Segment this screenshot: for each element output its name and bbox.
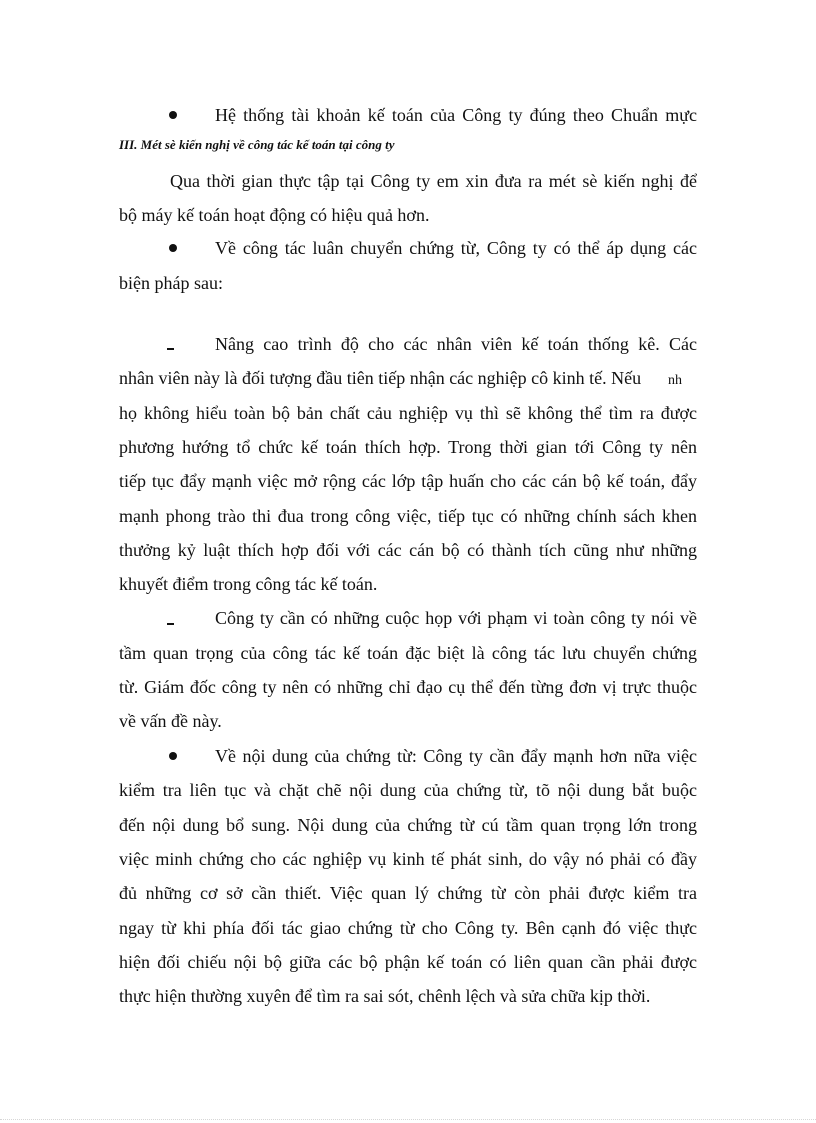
bullet-marker bbox=[169, 244, 177, 252]
dash-item-line: Công ty cần có những cuộc họp với phạm vi toàn công ty nói về bbox=[215, 608, 697, 628]
section-heading: III. Mét sè kiến nghị về công tác kế toán tại công ty bbox=[119, 137, 395, 152]
bullet-marker bbox=[169, 111, 177, 119]
bullet-marker bbox=[169, 752, 177, 760]
dash-item-line: họ không hiểu toàn bộ bản chất cảu nghiệp vụ thì sẽ không thể tìm ra được bbox=[119, 403, 697, 423]
paragraph-line: Qua thời gian thực tập tại Công ty em xin đưa ra mét sè kiến nghị để bbox=[170, 171, 697, 191]
bullet-line: Hệ thống tài khoản kế toán của Công ty đúng theo Chuẩn mực bbox=[215, 105, 697, 125]
dash-item-line: phương hướng tổ chức kế toán thích hợp. Trong thời gian tới Công ty nên bbox=[119, 437, 697, 457]
dash-item-line: Nâng cao trình độ cho các nhân viên kế toán thống kê. Các bbox=[215, 334, 697, 354]
page-bottom-rule bbox=[0, 1119, 816, 1120]
dash-item-line: khuyết điểm trong công tác kế toán. bbox=[119, 574, 378, 594]
dash-item-line: nhân viên này là đối tượng đầu tiên tiếp nhận các nghiệp cô kinh tế. Nếu bbox=[119, 368, 642, 388]
paragraph-line: bộ máy kế toán hoạt động có hiệu quả hơn. bbox=[119, 205, 430, 225]
bullet-line: ngay từ khi phía đối tác giao chứng từ cho Công ty. Bên cạnh đó việc thực bbox=[119, 918, 697, 938]
dash-item-line: về vấn đề này. bbox=[119, 711, 222, 731]
bullet-line: Về công tác luân chuyển chứng từ, Công ty có thể áp dụng các bbox=[215, 238, 697, 258]
bullet-line: hiện đối chiếu nội bộ giữa các bộ phận kế toán có liên quan cần phải được bbox=[119, 952, 697, 972]
bullet-line: biện pháp sau: bbox=[119, 273, 223, 293]
dash-item-line: mạnh phong trào thi đua trong công việc, tiếp tục có những chính sách khen bbox=[119, 506, 697, 526]
dash-item-line: tầm quan trọng của công tác kế toán đặc biệt là công tác lưu chuyển chứng bbox=[119, 643, 697, 663]
dash-item-line: tiếp tục đẩy mạnh việc mở rộng các lớp tập huấn cho các cán bộ kế toán, đẩy bbox=[119, 471, 697, 491]
margin-mark: nh bbox=[668, 373, 682, 388]
bullet-line: việc minh chứng cho các nghiệp vụ kinh tế phát sinh, do vậy nó phải có đầy bbox=[119, 849, 697, 869]
dash-marker bbox=[167, 623, 174, 625]
bullet-line: kiểm tra liên tục và chặt chẽ nội dung của chứng từ, tõ nội dung bắt buộc bbox=[119, 780, 697, 800]
dash-item-line: thưởng kỷ luật thích hợp đối với các cán bộ có thành tích cũng như những bbox=[119, 540, 697, 560]
bullet-line: Về nội dung của chứng từ: Công ty cần đẩy mạnh hơn nữa việc bbox=[215, 746, 697, 766]
bullet-line: đủ những cơ sở cần thiết. Việc quan lý chứng từ còn phải được kiểm tra bbox=[119, 883, 697, 903]
dash-marker bbox=[167, 348, 174, 350]
bullet-line: thực hiện thường xuyên để tìm ra sai sót, chênh lệch và sửa chữa kịp thời. bbox=[119, 986, 651, 1006]
dash-item-line: từ. Giám đốc công ty nên có những chỉ đạo cụ thể đến từng đơn vị trực thuộc bbox=[119, 677, 697, 697]
bullet-line: đến nội dung bổ sung. Nội dung của chứng từ cú tầm quan trọng lớn trong bbox=[119, 815, 697, 835]
